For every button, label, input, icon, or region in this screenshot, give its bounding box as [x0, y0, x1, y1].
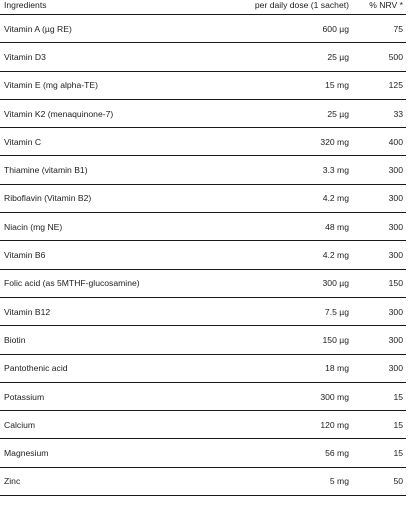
nrv-value: 300: [352, 354, 406, 382]
ingredient-name: Vitamin C: [0, 128, 248, 156]
ingredient-name: Zinc: [0, 467, 248, 495]
nrv-value: 75: [352, 15, 406, 43]
table-row: [0, 467, 406, 495]
nrv-value: 125: [352, 71, 406, 99]
dose-value: 120 mg: [248, 411, 352, 439]
dose-value: 25 µg: [248, 43, 352, 71]
ingredient-name: Pantothenic acid: [0, 354, 248, 382]
nrv-value: 400: [352, 128, 406, 156]
nrv-value: 15: [352, 382, 406, 410]
dose-value: 25 µg: [248, 99, 352, 127]
dose-value: 5 mg: [248, 467, 352, 495]
ingredient-name: Folic acid (as 5MTHF-glucosamine): [0, 269, 248, 297]
nrv-value: 50: [352, 467, 406, 495]
dose-value: 600 µg: [248, 15, 352, 43]
dose-value: 300 µg: [248, 269, 352, 297]
ingredient-name: Vitamin A (µg RE): [0, 15, 248, 43]
dose-value: 3.3 mg: [248, 156, 352, 184]
dose-value: 48 mg: [248, 213, 352, 241]
ingredient-name: Vitamin K2 (menaquinone-7): [0, 99, 248, 127]
nrv-value: 15: [352, 439, 406, 467]
column-header-ingredients: Ingredients: [0, 0, 248, 15]
table-row: [0, 15, 406, 43]
table-row: [0, 269, 406, 297]
table-header: [0, 0, 406, 15]
nrv-value: 300: [352, 156, 406, 184]
dose-value: 15 mg: [248, 71, 352, 99]
ingredient-name: Riboflavin (Vitamin B2): [0, 184, 248, 212]
dose-value: 18 mg: [248, 354, 352, 382]
table-row: [0, 43, 406, 71]
table-row: [0, 99, 406, 127]
nrv-value: 300: [352, 213, 406, 241]
dose-value: 7.5 µg: [248, 297, 352, 325]
table-row: [0, 128, 406, 156]
ingredient-name: Calcium: [0, 411, 248, 439]
ingredient-name: Potassium: [0, 382, 248, 410]
ingredient-name: Vitamin B12: [0, 297, 248, 325]
table-row: [0, 156, 406, 184]
dose-value: 320 mg: [248, 128, 352, 156]
table-row: [0, 382, 406, 410]
nrv-value: 500: [352, 43, 406, 71]
nrv-value: 300: [352, 326, 406, 354]
table-row: [0, 411, 406, 439]
dose-value: 4.2 mg: [248, 241, 352, 269]
table-body: [0, 15, 406, 496]
ingredient-name: Niacin (mg NE): [0, 213, 248, 241]
table-row: [0, 71, 406, 99]
table-row: [0, 439, 406, 467]
dose-value: 300 mg: [248, 382, 352, 410]
nrv-value: 33: [352, 99, 406, 127]
nrv-value: 150: [352, 269, 406, 297]
ingredient-name: Biotin: [0, 326, 248, 354]
dose-value: 56 mg: [248, 439, 352, 467]
header-row: [0, 0, 406, 15]
ingredient-name: Vitamin B6: [0, 241, 248, 269]
nrv-value: 300: [352, 297, 406, 325]
table-row: [0, 297, 406, 325]
table-row: [0, 326, 406, 354]
dose-value: 4.2 mg: [248, 184, 352, 212]
nrv-value: 300: [352, 241, 406, 269]
dose-value: 150 µg: [248, 326, 352, 354]
column-header-dose: per daily dose (1 sachet): [248, 0, 352, 15]
nrv-value: 15: [352, 411, 406, 439]
table-row: [0, 184, 406, 212]
ingredient-name: Vitamin D3: [0, 43, 248, 71]
table-row: [0, 241, 406, 269]
table-row: [0, 354, 406, 382]
ingredient-name: Thiamine (vitamin B1): [0, 156, 248, 184]
table-row: [0, 213, 406, 241]
ingredient-name: Magnesium: [0, 439, 248, 467]
nrv-value: 300: [352, 184, 406, 212]
column-header-nrv: % NRV *: [352, 0, 406, 15]
ingredient-name: Vitamin E (mg alpha-TE): [0, 71, 248, 99]
